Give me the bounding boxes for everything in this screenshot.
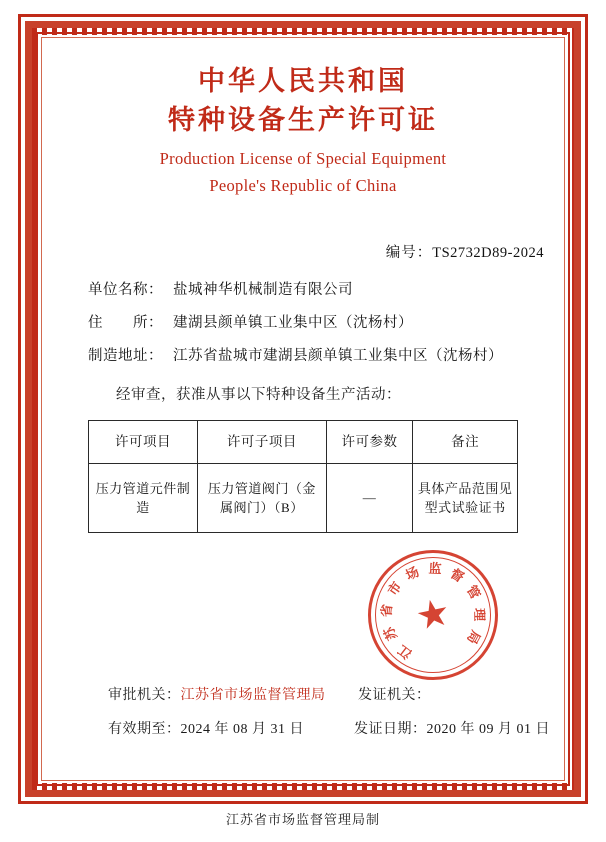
seal-ring-char: 局 <box>464 627 484 647</box>
validity-date-value: 2024 年 08 月 31 日 <box>180 722 304 737</box>
validity-date-label: 有效期至： <box>108 722 181 737</box>
table-header-item: 许可项目 <box>89 421 198 464</box>
field-value-residence: 建湖县颜单镇工业集中区（沈杨村） <box>173 315 413 332</box>
page-title-cn-line2: 特种设备生产许可证 <box>168 105 438 136</box>
field-row-company-name <box>88 278 560 299</box>
serial-number-row <box>46 241 560 262</box>
field-label-residence: 住 所： <box>88 315 163 332</box>
page-title-en-line1: Production License of Special Equipment <box>159 149 447 169</box>
official-seal <box>356 538 510 692</box>
field-value-company-name: 盐城神华机械制造有限公司 <box>173 282 353 299</box>
seal-ring-char: 监 <box>428 560 442 577</box>
validity-date <box>108 718 354 738</box>
field-label-company-name: 单位名称： <box>88 282 163 299</box>
field-value-manufacture-address: 江苏省盐城市建湖县颜单镇工业集中区（沈杨村） <box>173 348 503 365</box>
issue-date-label: 发证日期： <box>354 722 427 737</box>
approval-statement: 经审查，获准从事以下特种设备生产活动： <box>116 387 401 404</box>
seal-ring-char: 江 <box>394 642 415 662</box>
certificate-content <box>46 44 560 776</box>
seal-ring-char: 场 <box>403 563 422 584</box>
issue-date-value: 2020 年 09 月 01 日 <box>426 722 550 737</box>
license-scope-table <box>88 420 518 533</box>
serial-number-value: TS2732D89-2024 <box>432 245 544 262</box>
seal-ring-char: 省 <box>378 603 395 618</box>
approval-authority-value: 江苏省市场监督管理局 <box>180 688 326 703</box>
field-row-residence <box>88 311 560 332</box>
footer-row-dates <box>46 718 560 738</box>
field-label-manufacture-address: 制造地址： <box>88 348 163 365</box>
table-header-sub-item: 许可子项目 <box>198 421 327 464</box>
table-cell-sub-item: 压力管道阀门（金属阀门）（B） <box>198 464 327 533</box>
field-row-manufacture-address <box>88 344 560 365</box>
seal-ring-char: 理 <box>471 608 488 622</box>
seal-star-icon: ★ <box>411 590 455 640</box>
issuing-authority-label: 发证机关： <box>358 688 431 703</box>
approval-authority-label: 审批机关： <box>108 688 181 703</box>
field-list <box>46 278 560 365</box>
seal-ring-char: 管 <box>463 582 484 602</box>
footer-row-authorities <box>46 684 560 704</box>
page-title-en-line2: People's Republic of China <box>209 175 397 195</box>
table-header-remark: 备注 <box>413 421 518 464</box>
seal-ring-char: 督 <box>447 565 467 586</box>
bottom-caption: 江苏省市场监督管理局制 <box>225 812 380 827</box>
table-header-parameter: 许可参数 <box>326 421 413 464</box>
table-cell-remark: 具体产品范围见型式试验证书 <box>413 464 518 533</box>
seal-ring-char: 苏 <box>380 624 400 643</box>
table-header-row <box>89 421 518 464</box>
page-title-cn-line1: 中华人民共和国 <box>198 66 408 96</box>
title-block <box>46 62 560 199</box>
serial-number-label: 编号： <box>385 245 433 262</box>
table-row <box>89 464 518 533</box>
issue-date <box>354 718 550 738</box>
table-cell-parameter: — <box>326 464 413 533</box>
approval-authority <box>108 684 358 704</box>
footer-area <box>46 684 560 752</box>
issuing-authority <box>358 684 431 704</box>
table-cell-item: 压力管道元件制造 <box>89 464 198 533</box>
seal-ring-char: 市 <box>384 579 405 599</box>
